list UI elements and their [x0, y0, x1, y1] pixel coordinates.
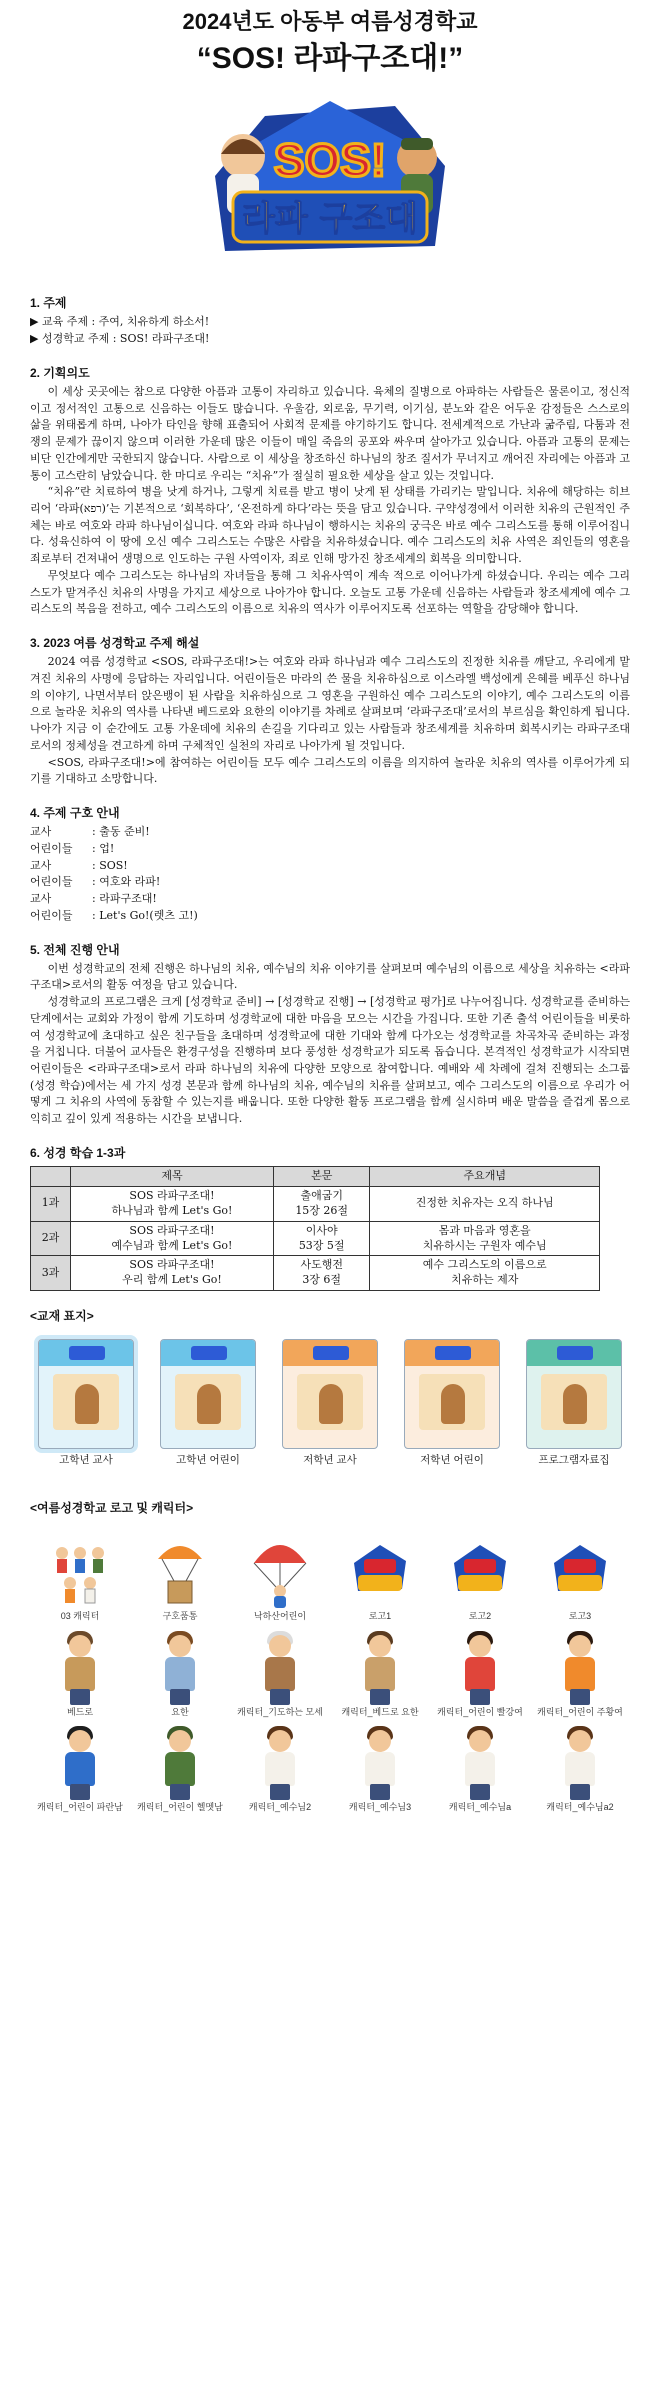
- character-label: 캐릭터_기도하는 모세: [237, 1706, 323, 1717]
- slogan-text: : Let's Go!(렛츠 고!): [92, 908, 198, 922]
- lesson-number: 2과: [31, 1221, 71, 1256]
- character-label: 로고3: [568, 1611, 592, 1622]
- character-image: [150, 1533, 210, 1611]
- slogan-speaker: 교사: [30, 858, 52, 872]
- table-row: [31, 1256, 600, 1291]
- lesson-concept: [370, 1221, 600, 1256]
- character-item: [230, 1533, 330, 1622]
- lesson-concept-line: 예수 그리스도의 이름으로: [422, 1258, 547, 1272]
- lesson-title: [71, 1187, 274, 1222]
- slogan-speaker: 교사: [30, 825, 52, 839]
- character-image: [250, 1629, 310, 1707]
- character-image: [250, 1533, 310, 1611]
- character-item: [130, 1629, 230, 1718]
- character-item: [30, 1629, 130, 1718]
- character-label: 캐릭터_예수님2: [248, 1801, 312, 1812]
- progress-paragraph-1: 이번 성경학교의 전체 진행은 하나님의 치유, 예수님의 치유 이야기를 살펴보며 예수님의 이름으로 세상을 치유하는 <라파 구조대>로서의 활동 여정을 담고 있습니다.: [30, 961, 630, 992]
- character-label: 베드로: [66, 1706, 94, 1717]
- intent-paragraph-2: “치유”란 치료하여 병을 낫게 하거나, 그렇게 치료를 받고 병이 낫게 된 상태를 가리키는 말입니다. 치유에 해당하는 히브리어 ‘라파(רפא)’는 기본적으로 ‘회복하다’, ‘온전하게 하다’라는 뜻을 담고 있습니다. 구약성경에서 이러한 치유의 근원적인 주체는 바로 여호와 라파 하나님이십니다. 여호와 라파 하나님이 행하시는 치유의 궁극은 바로 예수 그리스도를 통해 이루어집니다. 성육신하여 이 땅에 오신 예수 그리스도는 수많은 사람을 치유하셨습니다. 예수 그리스도의 치유 사역은 죄인들의 영혼을 죄로부터 건져내어 생명으로 인도하는 구원 사역이자, 죄로 인해 망가진 창조세계의 회복을 의미합니다.: [30, 485, 630, 566]
- cover-item: [518, 1339, 630, 1469]
- lesson-title: [71, 1221, 274, 1256]
- slogan-speaker: 어린이들: [30, 841, 73, 855]
- logo-bottom-text: 라파 구조대: [241, 199, 419, 239]
- lesson-title-line: 하나님과 함께 Let's Go!: [111, 1203, 233, 1217]
- section-heading-commentary: 3. 2023 여름 성경학교 주제 해설: [30, 635, 200, 650]
- slogan-line: [30, 908, 630, 925]
- lesson-title-line: SOS 라파구조대!: [129, 1258, 215, 1272]
- cover-item: [152, 1339, 264, 1469]
- table-header-cell: 주요개념: [370, 1167, 600, 1187]
- lesson-concept-line: 몸과 마음과 영혼을: [438, 1223, 531, 1237]
- lesson-concept-line: 진정한 치유자는 오직 하나님: [415, 1196, 554, 1210]
- character-item: [430, 1533, 530, 1622]
- lesson-text: [273, 1187, 369, 1222]
- character-image: [150, 1629, 210, 1707]
- table-row: [31, 1221, 600, 1256]
- lesson-concept: [370, 1256, 600, 1291]
- characters-heading: <여름성경학교 로고 및 캐릭터>: [30, 1501, 194, 1516]
- lesson-text-line: 출애굽기: [300, 1189, 343, 1202]
- slogan-text: : 출동 준비!: [92, 825, 150, 839]
- lesson-number: 1과: [31, 1187, 71, 1222]
- table-header-cell: [31, 1167, 71, 1187]
- character-label: 낙하산어린이: [253, 1611, 307, 1622]
- character-item: [430, 1629, 530, 1718]
- character-item: [530, 1629, 630, 1718]
- lesson-concept-line: 치유하는 제자: [451, 1273, 519, 1287]
- section-heading-theme: 1. 주제: [30, 296, 67, 310]
- bible-lesson-table: [30, 1166, 600, 1291]
- logo-top-text: SOS!: [273, 134, 387, 186]
- slogan-speaker: 어린이들: [30, 875, 73, 889]
- lesson-title-line: SOS 라파구조대!: [129, 1223, 215, 1237]
- cover-item: [30, 1339, 142, 1469]
- character-label: 캐릭터_어린이 빨강여: [437, 1706, 523, 1717]
- cover-image: [526, 1339, 622, 1449]
- character-image: [550, 1629, 610, 1707]
- slogan-line: [30, 891, 630, 908]
- character-label: 캐릭터_어린이 헬멧남: [137, 1801, 223, 1812]
- cover-item: [396, 1339, 508, 1469]
- character-image: [450, 1629, 510, 1707]
- character-image: [150, 1724, 210, 1802]
- lesson-text-line: 53장 5절: [298, 1238, 345, 1252]
- character-image: [450, 1533, 510, 1611]
- character-item: [230, 1724, 330, 1813]
- section-heading-intent: 2. 기획의도: [30, 365, 90, 380]
- cover-image: [404, 1339, 500, 1449]
- covers-heading: <교재 표지>: [30, 1309, 94, 1324]
- lesson-title-line: SOS 라파구조대!: [129, 1189, 215, 1202]
- slogan-line: [30, 874, 630, 891]
- character-image: [550, 1724, 610, 1802]
- character-label: 캐릭터_예수님3: [348, 1801, 412, 1812]
- commentary-paragraph-2: <SOS, 라파구조대!>에 참여하는 어린이들 모두 예수 그리스도의 이름을 의지하여 놀라운 치유의 역사를 이루어가게 되기를 기대하고 소망합니다.: [30, 755, 630, 786]
- character-image: [350, 1629, 410, 1707]
- document-title: 2024년도 아동부 여름성경학교: [182, 9, 478, 34]
- character-item: [530, 1533, 630, 1622]
- character-item: [30, 1724, 130, 1813]
- table-header-cell: 제목: [71, 1167, 274, 1187]
- section-heading-progress: 5. 전체 진행 안내: [30, 942, 120, 957]
- section-heading-bible: 6. 성경 학습 1-3과: [30, 1145, 126, 1160]
- character-label: 로고1: [368, 1611, 392, 1622]
- lesson-concept: [370, 1187, 600, 1222]
- slogan-text: : 여호와 라파!: [92, 875, 161, 889]
- character-label: 구호품통: [162, 1611, 198, 1622]
- table-row: [31, 1187, 600, 1222]
- theme-item-school: ▶ 성경학교 주제 : SOS! 라파구조대!: [30, 331, 210, 345]
- slogan-line: [30, 824, 630, 841]
- commentary-paragraph-1: 2024 여름 성경학교 <SOS, 라파구조대!>는 여호와 라파 하나님과 예수 그리스도의 진정한 치유를 깨닫고, 우리에게 맡겨진 치유의 사명에 응답하는 자리입니다. 어린이들은 마라의 쓴 물을 치유하심으로 이스라엘 백성에게 은혜를 베푸신 하나님의 이야기, 나면서부터 앉은뱅이 된 사람을 치유하심으로 그 영혼을 구원하신 예수 그리스도의 이야기, 예수 그리스도의 이름으로 놀라운 치유의 역사를 나타낸 베드로와 요한의 이야기를 차례로 살펴보며 ‘라파구조대’로서의 부르심을 확인하게 됩니다. 나아가 지금 이 순간에도 고통 가운데에 치유의 손길을 기다리고 있는 사람들과 창조세계를 치유하며 회복시키는 라파구조대로서의 정체성을 견고하게 하며 구체적인 실천의 자리로 나아가게 될 것입니다.: [30, 655, 630, 752]
- lesson-text-line: 15장 26절: [295, 1203, 349, 1217]
- intent-paragraph-3: 무엇보다 예수 그리스도는 하나님의 자녀들을 통해 그 치유사역이 계속 적으로 이어나가게 하셨습니다. 우리는 예수 그리스도가 맡겨주신 치유의 사명을 가지고 세상으로 나아가야 합니다. 오늘도 고통 가운데 신음하는 사람들과 창조세계에 예수 그리스도의 복음을 전하고, 예수 그리스도의 이름으로 치유의 역사가 이루어지도록 선포하는 역할을 감당해야 합니다.: [30, 568, 630, 616]
- cover-gallery: [30, 1339, 630, 1469]
- character-image: [50, 1533, 110, 1611]
- character-item: [430, 1724, 530, 1813]
- character-item: [330, 1629, 430, 1718]
- character-image: [50, 1724, 110, 1802]
- character-image: [50, 1629, 110, 1707]
- cover-image: [282, 1339, 378, 1449]
- character-label: 캐릭터_예수님a2: [546, 1801, 614, 1812]
- cover-label: 저학년 어린이: [420, 1454, 484, 1467]
- slogan-list: [30, 824, 630, 924]
- table-header-row: [31, 1167, 600, 1187]
- character-image: [250, 1724, 310, 1802]
- slogan-text: : 라파구조대!: [92, 892, 157, 906]
- cover-label: 프로그램자료집: [538, 1454, 610, 1467]
- lesson-text: [273, 1221, 369, 1256]
- slogan-text: : SOS!: [92, 858, 128, 872]
- lesson-text: [273, 1256, 369, 1291]
- lesson-text-line: 3장 6절: [302, 1273, 342, 1287]
- section-heading-slogan: 4. 주제 구호 안내: [30, 805, 120, 820]
- character-item: [330, 1724, 430, 1813]
- table-header-cell: 본문: [273, 1167, 369, 1187]
- lesson-title: [71, 1256, 274, 1291]
- intent-paragraph-1: 이 세상 곳곳에는 참으로 다양한 아픔과 고통이 자리하고 있습니다. 육체의 질병으로 아파하는 사람들은 물론이고, 정신적이고 정서적인 고통으로 신음하는 이들도 많습니다. 우울감, 외로움, 무기력, 이기심, 분노와 같은 어두운 감정들은 스스로의 삶을 위태롭게 하며, 나아가 타인을 향해 표출되어 사회적 문제를 야기하기도 합니다. 전세계적으로 가난과 굶주림, 다툼과 전쟁의 문제가 끊이지 않으며 이러한 가운데 많은 이들이 매일 죽음의 공포와 싸우며 살아가고 있습니다. 아픔과 고통의 문제는 비단 인간에게만 국한되지 않습니다. 사람으로 이 세상을 창조하신 하나님의 창조 질서가 무너지고 깨어진 자리에는 아픔과 고통이 고스란히 남았습니다. 한 마디로 우리는 “치유”가 절실히 필요한 세상을 살고 있는 것입니다.: [30, 384, 630, 482]
- character-image: [550, 1533, 610, 1611]
- cover-label: 고학년 교사: [59, 1454, 113, 1467]
- document-subtitle: “SOS! 라파구조대!”: [196, 42, 464, 75]
- character-item: [130, 1724, 230, 1813]
- slogan-speaker: 어린이들: [30, 908, 73, 922]
- character-image: [450, 1724, 510, 1802]
- character-item: [330, 1533, 430, 1622]
- cover-item: [274, 1339, 386, 1469]
- lesson-text-line: 이사야: [305, 1223, 338, 1237]
- character-label: 03 캐릭터: [60, 1611, 100, 1622]
- character-label: 로고2: [468, 1611, 492, 1622]
- slogan-line: [30, 841, 630, 858]
- cover-image: [38, 1339, 134, 1449]
- lesson-number: 3과: [31, 1256, 71, 1291]
- lesson-text-line: 사도행전: [300, 1258, 343, 1272]
- logo-graphic: [205, 96, 455, 266]
- character-label: 캐릭터_어린이 주황여: [537, 1706, 623, 1717]
- lesson-title-line: 우리 함께 Let's Go!: [122, 1273, 222, 1287]
- character-item: [130, 1533, 230, 1622]
- sos-rapha-logo: [205, 96, 455, 266]
- cover-image: [160, 1339, 256, 1449]
- character-item: [30, 1533, 130, 1622]
- lesson-concept-line: 치유하시는 구원자 예수님: [422, 1238, 547, 1252]
- slogan-speaker: 교사: [30, 892, 52, 906]
- character-label: 캐릭터_예수님a: [448, 1801, 512, 1812]
- character-image: [350, 1533, 410, 1611]
- slogan-line: [30, 858, 630, 875]
- theme-item-education: ▶ 교육 주제 : 주여, 치유하게 하소서!: [30, 315, 210, 329]
- progress-paragraph-2: 성경학교의 프로그램은 크게 [성경학교 준비] → [성경학교 진행] → [성경학교 평가]로 나누어집니다. 성경학교를 준비하는 단계에서는 교회와 가정이 함께 기도하며 성경학교에 대한 마음을 모으는 시간을 가집니다. 또한 기존 출석 어린이들을 비롯하여 성경학교에 초대하고 싶은 친구들을 초대하며 성경학교에 대한 기대와 함께 다가오는 성경학교를 차곡차곡 준비하는 과정을 거칩니다. 더불어 교사들은 환경구성을 진행하며 보다 풍성한 성경학교가 되도록 돕습니다. 본격적인 성경학교가 시작되면 어린이들은 <라파구조대>로서 라파 하나님의 치유에 다양한 모양으로 참여합니다. 예배와 세 차례에 걸쳐 진행되는 소그룹(성경 학습)에서는 세 가지 성경 본문과 함께 하나님의 치유, 예수님의 치유를 살펴보고, 예수 그리스도의 이름으로 우리가 어떻게 그 치유의 사역에 동참할 수 있는지를 배웁니다. 또한 다양한 활동 프로그램을 함께 실시하며 배운 말씀을 즐겁게 몸으로 익히고 깊이 있게 적용하는 시간을 보냅니다.: [30, 995, 630, 1126]
- lesson-title-line: 예수님과 함께 Let's Go!: [111, 1238, 233, 1252]
- slogan-text: : 업!: [92, 841, 115, 855]
- character-item: [530, 1724, 630, 1813]
- cover-label: 고학년 어린이: [176, 1454, 240, 1467]
- character-item: [230, 1629, 330, 1718]
- character-label: 캐릭터_베드로 요한: [341, 1706, 419, 1717]
- character-gallery: [30, 1533, 630, 1813]
- character-label: 캐릭터_어린이 파란남: [37, 1801, 123, 1812]
- cover-label: 저학년 교사: [303, 1454, 357, 1467]
- character-image: [350, 1724, 410, 1802]
- character-label: 요한: [171, 1706, 189, 1717]
